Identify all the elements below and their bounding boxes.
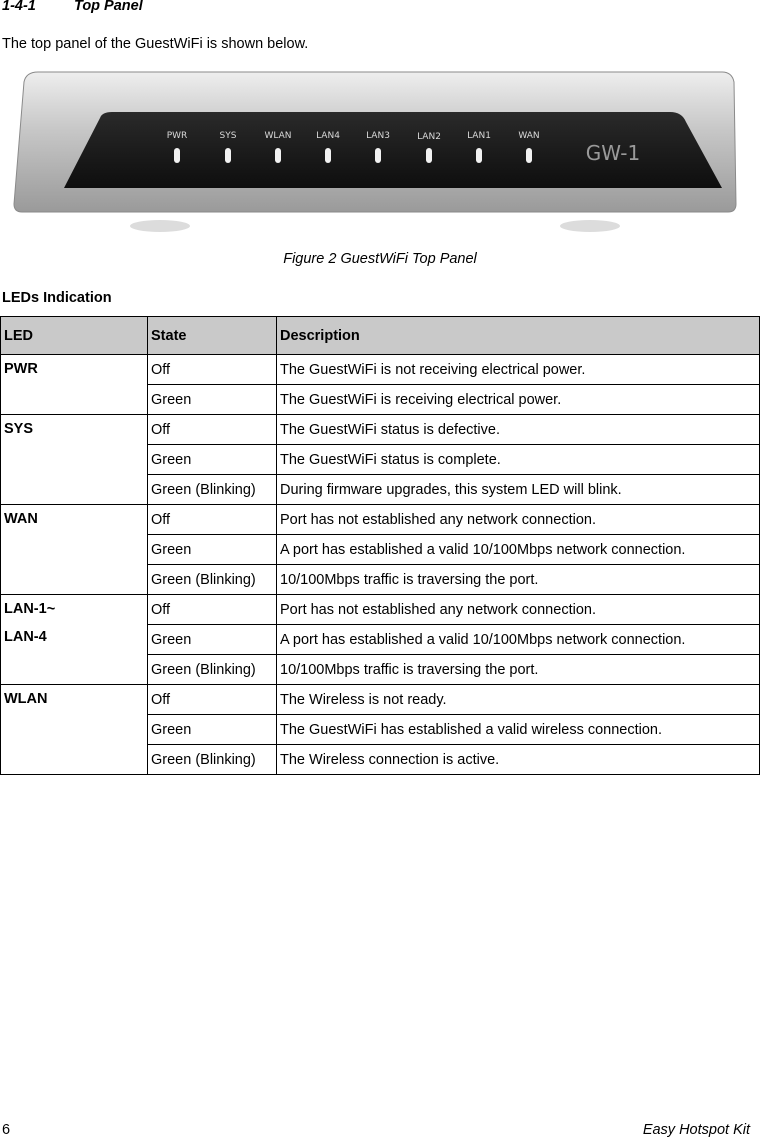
port-label: LAN4	[316, 131, 340, 141]
state-cell: Green	[148, 625, 277, 655]
figure-caption: Figure 2 GuestWiFi Top Panel	[283, 251, 477, 267]
led-indicator	[325, 148, 331, 163]
book-title: Easy Hotspot Kit	[642, 1122, 750, 1138]
column-header-description: Description	[277, 317, 760, 355]
table-row	[1, 415, 760, 445]
state-cell: Green (Blinking)	[148, 475, 277, 505]
port-label: PWR	[166, 131, 188, 141]
port-label: LAN3	[366, 131, 390, 141]
led-name-cell	[1, 505, 148, 595]
state-cell: Green (Blinking)	[148, 655, 277, 685]
description-cell: A port has established a valid 10/100Mbps network connection.	[277, 535, 760, 565]
state-cell: Off	[148, 595, 277, 625]
state-cell: Green	[148, 445, 277, 475]
intro-paragraph: The top panel of the GuestWiFi is shown below.	[2, 36, 309, 52]
table-header-row	[1, 317, 760, 355]
led-name-cell	[1, 355, 148, 415]
section-number: 1-4-1	[2, 0, 36, 14]
led-indicator	[225, 148, 231, 163]
description-cell: The GuestWiFi is not receiving electrical power.	[277, 355, 760, 385]
led-name: PWR	[4, 361, 38, 377]
state-cell: Green (Blinking)	[148, 745, 277, 775]
column-header-state: State	[148, 317, 277, 355]
section-title: Top Panel	[74, 0, 143, 14]
led-indicator	[476, 148, 482, 163]
description-cell: The GuestWiFi has established a valid wireless connection.	[277, 715, 760, 745]
led-name: SYS	[4, 421, 34, 437]
description-cell: The GuestWiFi status is complete.	[277, 445, 760, 475]
description-cell: A port has established a valid 10/100Mbps network connection.	[277, 625, 760, 655]
port-label: WLAN	[264, 131, 292, 141]
led-name: LAN-1~	[4, 601, 56, 617]
led-name-cell	[1, 415, 148, 505]
port-label: LAN2	[417, 132, 441, 142]
port-label: SYS	[219, 131, 237, 141]
led-name: WLAN	[4, 691, 48, 707]
description-cell: Port has not established any network connection.	[277, 505, 760, 535]
state-cell: Off	[148, 415, 277, 445]
description-cell: Port has not established any network connection.	[277, 595, 760, 625]
state-cell: Off	[148, 685, 277, 715]
state-cell: Green	[148, 535, 277, 565]
section-heading	[2, 0, 143, 14]
model-label: GW-1	[585, 141, 641, 165]
table-row	[1, 355, 760, 385]
state-cell: Off	[148, 505, 277, 535]
led-indicator	[375, 148, 381, 163]
page-number: 6	[2, 1122, 11, 1138]
table-row	[1, 505, 760, 535]
state-cell: Off	[148, 355, 277, 385]
led-indicator	[526, 148, 532, 163]
port-label: LAN1	[467, 131, 491, 141]
left-foot	[130, 220, 190, 232]
port-label: WAN	[518, 131, 540, 141]
right-foot	[560, 220, 620, 232]
device-top-panel-image	[10, 66, 740, 236]
led-name: WAN	[4, 511, 38, 527]
description-cell: The GuestWiFi is receiving electrical power.	[277, 385, 760, 415]
state-cell: Green	[148, 385, 277, 415]
description-cell: The Wireless connection is active.	[277, 745, 760, 775]
led-indicator	[275, 148, 281, 163]
description-cell: 10/100Mbps traffic is traversing the port.	[277, 655, 760, 685]
led-name: LAN-4	[4, 629, 47, 645]
table-row	[1, 595, 760, 625]
led-indication-table	[0, 316, 760, 775]
led-name-cell	[1, 685, 148, 775]
description-cell: The GuestWiFi status is defective.	[277, 415, 760, 445]
table-row	[1, 685, 760, 715]
leds-heading: LEDs Indication	[2, 290, 112, 306]
led-indicator	[426, 148, 432, 163]
description-cell: During firmware upgrades, this system LED will blink.	[277, 475, 760, 505]
description-cell: The Wireless is not ready.	[277, 685, 760, 715]
description-cell: 10/100Mbps traffic is traversing the port.	[277, 565, 760, 595]
state-cell: Green	[148, 715, 277, 745]
column-header-led: LED	[1, 317, 148, 355]
led-name-cell	[1, 595, 148, 685]
state-cell: Green (Blinking)	[148, 565, 277, 595]
led-indicator	[174, 148, 180, 163]
